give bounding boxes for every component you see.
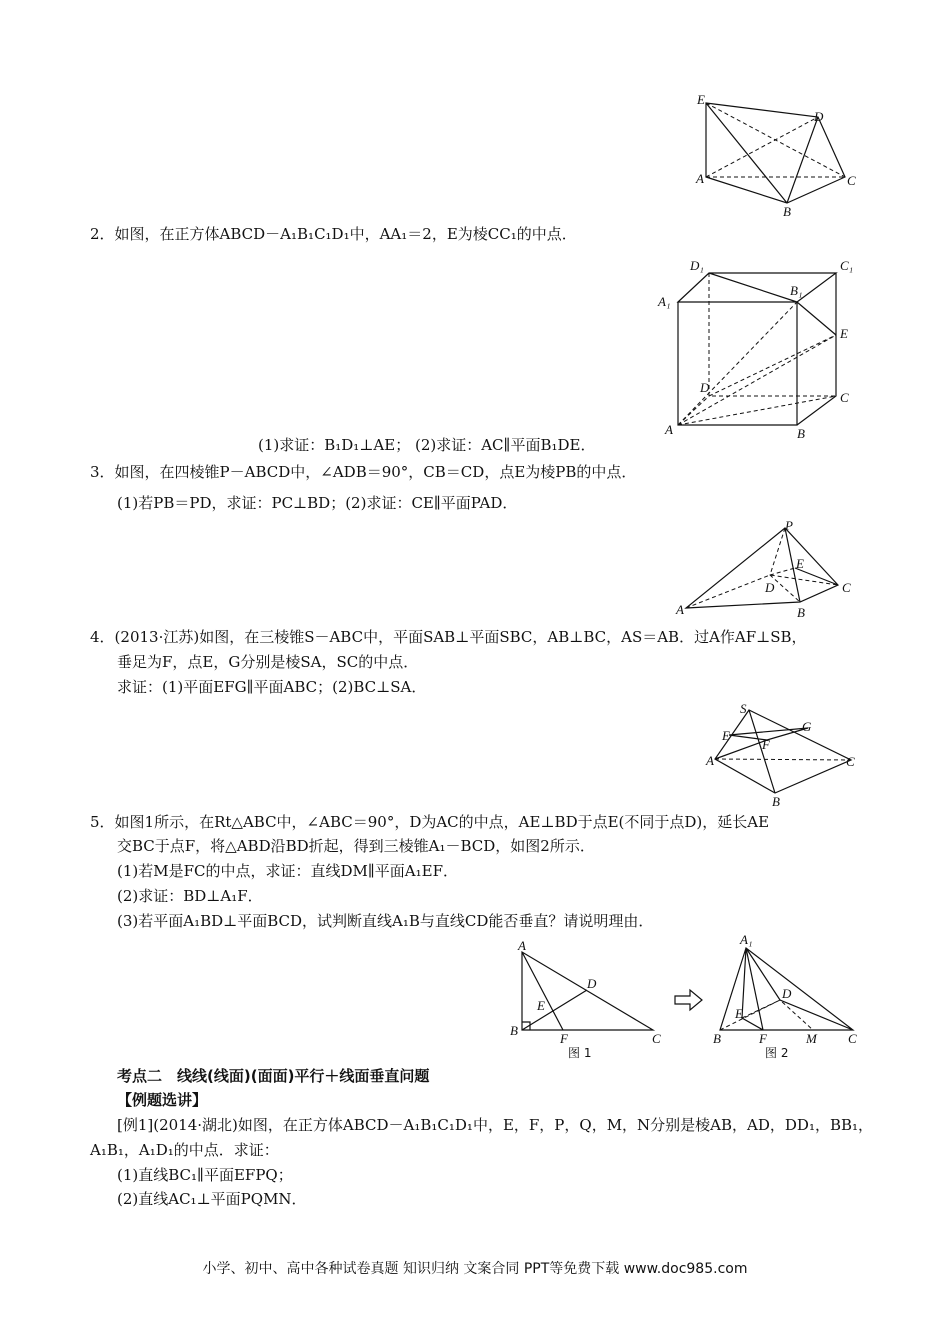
vertex-label: E — [796, 556, 804, 571]
problem-4-line: 求证：(1)平面EFG∥平面ABC；(2)BC⊥SA． — [117, 678, 427, 696]
figure-quad-pyramid — [675, 518, 851, 620]
vertex-label: C — [846, 754, 855, 769]
vertex-label: E — [722, 728, 730, 743]
vertex-label: B — [772, 794, 780, 809]
vertex-label: B — [797, 426, 805, 441]
vertex-label: E — [735, 1006, 743, 1021]
vertex-label: D — [782, 986, 792, 1001]
problem-4-line: 4．(2013·江苏)如图，在三棱锥S－ABC中，平面SAB⊥平面SBC，AB⊥BC，AS＝AB．过A作AF⊥SB， — [90, 628, 807, 646]
problem-2-line: 2．如图，在正方体ABCD－A₁B₁C₁D₁中，AA₁＝2，E为棱CC₁的中点． — [90, 225, 577, 243]
vertex-label: B — [510, 1023, 518, 1038]
vertex-label: B₁ — [790, 283, 803, 298]
vertex-label: A₁ — [740, 932, 753, 947]
vertex-label: M — [806, 1031, 817, 1046]
vertex-label: C — [847, 173, 856, 188]
footer-text: 小学、初中、高中各种试卷真题 知识归纳 文案合同 PPT等免费下载 www.doc985.com — [202, 1261, 748, 1277]
figure-caption: 图 1 — [568, 1046, 592, 1060]
figure-pyramid-edcba — [695, 92, 856, 219]
figure-fold-2 — [713, 932, 857, 1060]
problem-3-line: 3．如图，在四棱锥P－ABCD中，∠ADB＝90°，CB＝CD，点E为棱PB的中点． — [90, 463, 637, 481]
vertex-label: C — [840, 390, 849, 405]
section-title: 考点二 线线(线面)(面面)平行＋线面垂直问题 — [117, 1067, 430, 1085]
vertex-label: F — [759, 1031, 767, 1046]
problem-2-line: (1)求证：B₁D₁⊥AE； (2)求证：AC∥平面B₁DE． — [258, 436, 596, 454]
problem-5-line: (2)求证：BD⊥A₁F． — [117, 887, 263, 905]
figure-triangular-pyramid — [705, 701, 855, 809]
vertex-label: B — [783, 204, 791, 219]
vertex-label: F — [560, 1031, 568, 1046]
vertex-label: E — [697, 92, 705, 107]
example-line: (1)直线BC₁∥平面EFPQ； — [117, 1166, 293, 1184]
vertex-label: F — [762, 737, 770, 752]
problem-4-line: 垂足为F，点E，G分别是棱SA，SC的中点． — [117, 653, 419, 671]
vertex-label: A — [696, 171, 704, 186]
vertex-label: P — [785, 518, 793, 533]
vertex-label: D — [587, 976, 597, 991]
vertex-label: A — [676, 602, 684, 617]
example-line: (2)直线AC₁⊥平面PQMN． — [117, 1190, 307, 1208]
example-line: A₁B₁，A₁D₁的中点．求证： — [90, 1141, 279, 1159]
vertex-label: B — [797, 605, 805, 620]
problem-5-line: (1)若M是FC的中点，求证：直线DM∥平面A₁EF． — [117, 862, 459, 880]
problem-3-line: (1)若PB＝PD，求证：PC⊥BD；(2)求证：CE∥平面PAD． — [117, 494, 518, 512]
vertex-label: C — [652, 1031, 661, 1046]
vertex-label: C — [848, 1031, 857, 1046]
example-line: [例1](2014·湖北)如图，在正方体ABCD－A₁B₁C₁D₁中，E，F，P，Q，M，N分别是棱AB，AD，DD₁，BB₁， — [117, 1116, 874, 1134]
vertex-label: S — [740, 701, 747, 716]
problem-5-line: (3)若平面A₁BD⊥平面BCD，试判断直线A₁B与直线CD能否垂直？请说明理由． — [117, 912, 654, 930]
vertex-label: C — [842, 580, 851, 595]
problem-5-line: 交BC于点F，将△ABD沿BD折起，得到三棱锥A₁－BCD，如图2所示． — [117, 837, 595, 855]
vertex-label: A — [518, 938, 526, 953]
vertex-label: D — [814, 109, 824, 124]
vertex-label: B — [713, 1031, 721, 1046]
vertex-label: C₁ — [840, 258, 854, 273]
vertex-label: A — [706, 753, 714, 768]
vertex-label: A — [665, 422, 673, 437]
vertex-label: G — [802, 719, 812, 734]
vertex-label: D₁ — [690, 258, 704, 273]
vertex-label: E — [537, 998, 545, 1013]
vertex-label: D — [765, 580, 775, 595]
figure-caption: 图 2 — [765, 1046, 789, 1060]
figure-fold-1 — [510, 938, 661, 1060]
arrow-icon — [675, 990, 702, 1010]
section-subtitle: 【例题选讲】 — [117, 1091, 208, 1109]
vertex-label: D — [700, 380, 710, 395]
vertex-label: E — [840, 326, 848, 341]
figure-cube — [657, 258, 853, 441]
vertex-label: A₁ — [658, 294, 671, 309]
problem-5-line: 5．如图1所示，在Rt△ABC中，∠ABC＝90°，D为AC的中点，AE⊥BD于点E(不同于点D)，延长AE — [90, 813, 770, 831]
